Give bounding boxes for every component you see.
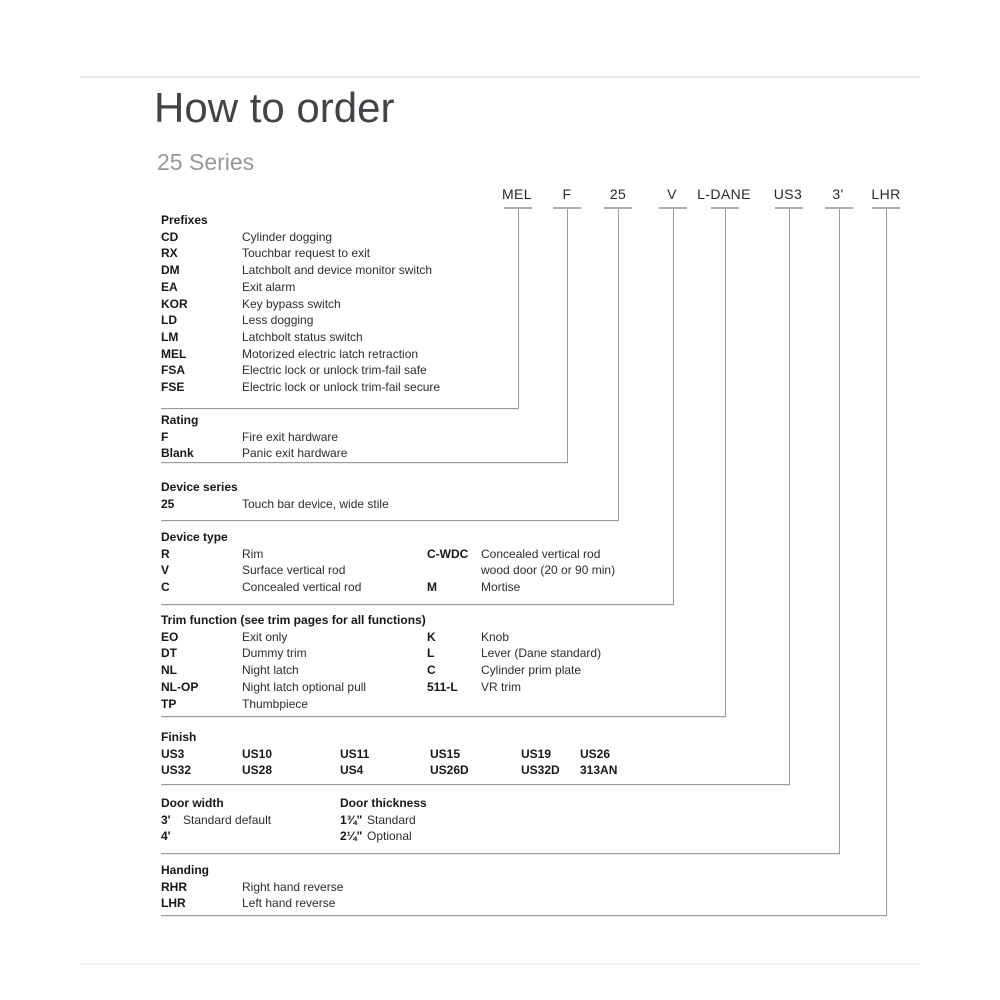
rule-trim-function	[161, 716, 726, 717]
handing-code: LHR	[161, 896, 186, 911]
section-heading: Handing	[161, 863, 209, 877]
table-row	[161, 662, 426, 679]
prefix-desc: Less dogging	[242, 313, 314, 328]
rule-rating	[161, 462, 568, 463]
prefix-code: MEL	[161, 346, 187, 361]
finish-code: US3	[161, 746, 185, 761]
rating-desc: Panic exit hardware	[242, 446, 348, 461]
door-thickness-desc: Standard	[367, 812, 416, 827]
device-type-code	[427, 562, 481, 579]
table-row	[427, 546, 615, 563]
section-prefixes	[161, 212, 440, 396]
table-row	[161, 445, 347, 462]
device-type-code: M	[427, 580, 437, 595]
finish-code: US19	[521, 746, 552, 761]
table-row	[161, 579, 361, 596]
prefix-desc: Exit alarm	[242, 279, 296, 294]
trim-code: L	[427, 646, 435, 661]
device-type-desc: Surface vertical rod	[242, 563, 346, 578]
table-row	[427, 562, 615, 579]
table-row	[161, 746, 617, 763]
table-row	[161, 762, 617, 779]
trim-code: TP	[161, 696, 177, 711]
code-segment-handing: LHR	[871, 186, 901, 202]
table-row	[161, 262, 440, 279]
rule-device-type	[161, 604, 674, 605]
table-row	[161, 379, 440, 396]
section-heading: Rating	[161, 413, 199, 427]
series-code: 25	[161, 496, 175, 511]
finish-code: US32	[161, 763, 192, 778]
section-door-width	[161, 795, 271, 845]
device-type-desc: Concealed vertical rod	[242, 580, 362, 595]
table-row	[161, 895, 343, 912]
prefix-desc: Touchbar request to exit	[242, 246, 371, 261]
connector-line-rating	[567, 209, 568, 462]
connector-line-finish	[789, 209, 790, 784]
section-heading: Prefixes	[161, 213, 208, 227]
device-type-desc: Concealed vertical rod	[481, 546, 601, 561]
device-type-code: V	[161, 563, 170, 578]
code-segment-finish: US3	[773, 186, 803, 202]
prefix-desc: Latchbolt and device monitor switch	[242, 263, 433, 278]
code-segment-device-type: V	[667, 186, 677, 202]
table-row	[161, 279, 440, 296]
table-row	[161, 362, 440, 379]
connector-line-handing	[886, 209, 887, 915]
table-row	[427, 645, 601, 662]
table-row	[340, 828, 427, 845]
handing-desc: Left hand reverse	[242, 896, 336, 911]
rule-finish	[161, 784, 790, 785]
prefix-desc: Key bypass switch	[242, 296, 341, 311]
table-row	[161, 879, 343, 896]
section-heading: Door width	[161, 796, 224, 810]
prefix-code: CD	[161, 229, 179, 244]
table-row	[161, 629, 426, 646]
prefix-desc: Cylinder dogging	[242, 229, 333, 244]
rule-device-series	[161, 520, 619, 521]
table-row	[161, 679, 426, 696]
code-segment-door-width: 3'	[832, 186, 844, 202]
section-door-thickness	[340, 795, 427, 845]
section-trim-function	[161, 612, 426, 712]
table-row	[161, 546, 361, 563]
device-type-code: C	[161, 580, 170, 595]
table-row	[161, 245, 440, 262]
prefix-desc: Electric lock or unlock trim-fail safe	[242, 363, 427, 378]
table-row	[427, 662, 601, 679]
prefix-code: DM	[161, 263, 180, 278]
code-segment-trim: L-DANE	[697, 186, 751, 202]
trim-code: DT	[161, 646, 177, 661]
prefix-code: LD	[161, 313, 177, 328]
trim-desc: Exit only	[242, 629, 288, 644]
table-row	[427, 679, 601, 696]
page-title: How to order	[154, 84, 395, 131]
prefix-code: LM	[161, 329, 179, 344]
prefix-desc: Motorized electric latch retraction	[242, 346, 419, 361]
prefix-desc: Electric lock or unlock trim-fail secure	[242, 380, 441, 395]
trim-code: K	[427, 629, 436, 644]
prefix-code: KOR	[161, 296, 188, 311]
bottom-divider	[80, 963, 920, 965]
connector-line-series	[618, 209, 619, 520]
section-heading: Trim function (see trim pages for all functions)	[161, 613, 426, 627]
section-rating	[161, 412, 347, 462]
trim-code: NL	[161, 663, 177, 678]
code-segment-rating: F	[562, 186, 572, 202]
finish-code: US32D	[521, 763, 560, 778]
device-type-desc: Mortise	[481, 580, 521, 595]
series-subtitle: 25 Series	[157, 149, 255, 175]
code-segment-prefix: MEL	[502, 186, 532, 202]
table-row	[161, 329, 440, 346]
table-row	[340, 812, 427, 829]
rating-desc: Fire exit hardware	[242, 429, 339, 444]
connector-line-device-type	[673, 209, 674, 604]
prefix-code: RX	[161, 246, 178, 261]
table-row	[161, 562, 361, 579]
rating-code: F	[161, 429, 169, 444]
prefix-code: EA	[161, 279, 178, 294]
door-width-code: 3'	[161, 812, 171, 827]
trim-code: EO	[161, 629, 179, 644]
finish-code: US11	[340, 746, 370, 761]
finish-code: US10	[242, 746, 273, 761]
table-row	[161, 812, 271, 829]
table-row	[161, 346, 440, 363]
code-segment-series: 25	[609, 186, 627, 202]
device-type-code: C-WDC	[427, 546, 469, 561]
rule-prefixes	[161, 408, 519, 409]
connector-line-door-width	[839, 209, 840, 853]
table-row	[161, 645, 426, 662]
finish-code: US28	[242, 763, 273, 778]
finish-code: US4	[340, 763, 364, 778]
section-heading: Device series	[161, 480, 238, 494]
trim-desc: Knob	[481, 629, 510, 644]
table-row	[427, 629, 601, 646]
rule-handing	[161, 915, 887, 916]
trim-desc: Cylinder prim plate	[481, 663, 582, 678]
handing-desc: Right hand reverse	[242, 879, 344, 894]
prefix-desc: Latchbolt status switch	[242, 329, 363, 344]
trim-desc: Thumbpiece	[242, 696, 309, 711]
section-device-type	[161, 529, 361, 596]
connector-line-trim	[725, 209, 726, 716]
series-desc: Touch bar device, wide stile	[242, 496, 389, 511]
table-row	[161, 696, 426, 713]
handing-code: RHR	[161, 879, 187, 894]
device-type-desc: wood door (20 or 90 min)	[481, 563, 616, 578]
section-finish	[161, 729, 617, 779]
finish-code: US15	[430, 746, 461, 761]
table-row	[161, 229, 440, 246]
section-handing	[161, 862, 343, 912]
table-row	[161, 828, 271, 845]
top-divider	[80, 76, 920, 78]
trim-code: NL-OP	[161, 679, 199, 694]
device-type-desc: Rim	[242, 546, 264, 561]
prefix-code: FSE	[161, 380, 185, 395]
table-row	[161, 312, 440, 329]
trim-desc: Lever (Dane standard)	[481, 646, 602, 661]
finish-code: US26	[580, 746, 611, 761]
trim-desc: VR trim	[481, 679, 521, 694]
rating-code: Blank	[161, 446, 194, 461]
door-width-desc: Standard default	[183, 812, 272, 827]
finish-code: 313AN	[580, 763, 618, 778]
table-row	[161, 296, 440, 313]
section-heading: Door thickness	[340, 796, 427, 810]
door-thickness-code: 1¾"	[340, 812, 363, 827]
trim-desc: Night latch	[242, 663, 299, 678]
section-trim-function-right	[427, 629, 601, 696]
table-row	[427, 579, 615, 596]
trim-code: C	[427, 663, 436, 678]
finish-code: US26D	[430, 763, 469, 778]
table-row	[161, 429, 347, 446]
connector-line-prefix	[518, 209, 519, 408]
trim-code: 511-L	[427, 679, 458, 694]
door-width-code: 4'	[161, 829, 171, 844]
device-type-code: R	[161, 546, 170, 561]
prefix-code: FSA	[161, 363, 185, 378]
door-thickness-code: 2¼"	[340, 829, 363, 844]
section-device-type-right	[427, 546, 615, 596]
section-heading: Device type	[161, 530, 228, 544]
trim-desc: Dummy trim	[242, 646, 307, 661]
rule-door-width	[161, 853, 840, 854]
section-device-series	[161, 479, 389, 512]
table-row	[161, 496, 389, 513]
trim-desc: Night latch optional pull	[242, 679, 367, 694]
section-heading: Finish	[161, 730, 197, 744]
door-thickness-desc: Optional	[367, 829, 412, 844]
